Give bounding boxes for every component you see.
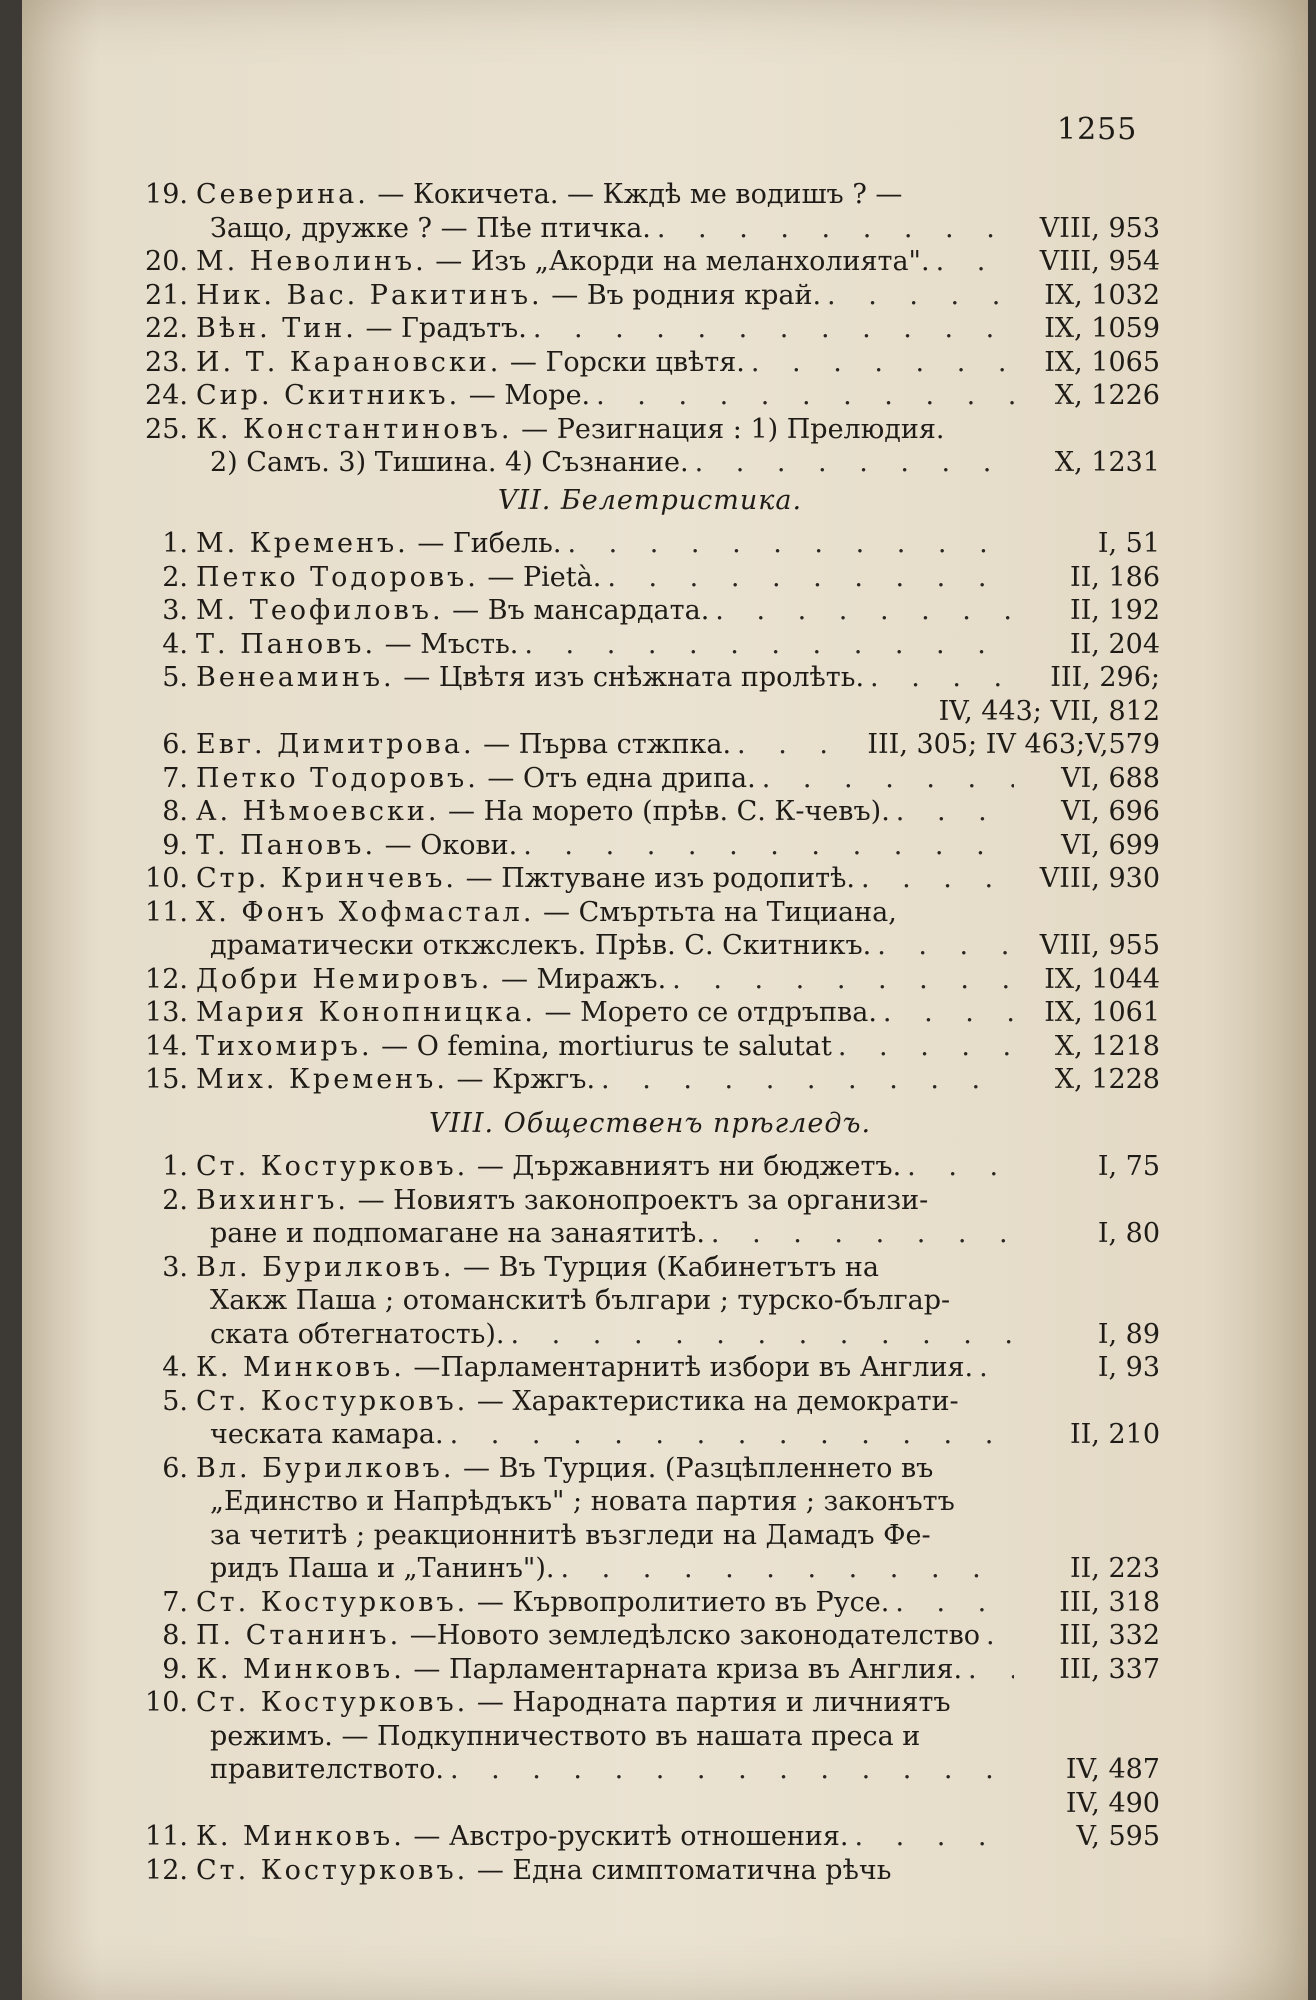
entry-title: — Pietà. <box>487 561 602 593</box>
entry-author: Ст. Костурковъ. <box>196 1385 469 1417</box>
entry-reference: II, 204 <box>1069 628 1160 660</box>
dot-leader <box>523 829 1014 863</box>
entry-title: — Въ родния край. <box>551 279 822 311</box>
entry-author: Ник. Вас. Ракитинъ. <box>196 279 543 311</box>
entry-reference: III, 318 <box>1059 1586 1160 1618</box>
entry-author: И. Т. Карановски. <box>196 346 502 378</box>
entry-author: А. Нѣмоевски. <box>196 796 440 827</box>
toc-entry <box>140 279 1160 313</box>
toc-entry <box>140 661 1160 695</box>
entry-author: Мария Конопницка. <box>196 997 536 1028</box>
entry-reference: X, 1226 <box>1054 380 1160 411</box>
entry-reference: IX, 1032 <box>1044 279 1160 311</box>
toc-entry <box>140 1150 1160 1184</box>
entry-number: 3. <box>162 595 188 626</box>
toc-entry <box>140 762 1160 796</box>
entry-number: 25. <box>145 413 188 445</box>
entry-author: Добри Немировъ. <box>196 963 493 995</box>
entry-title: — Море. <box>468 380 591 411</box>
dot-leader <box>762 762 1014 796</box>
section-7-list <box>140 527 1160 1097</box>
entry-title: ране и подпомагане на занаятитѣ. <box>210 1218 705 1249</box>
toc-entry <box>140 527 1160 561</box>
entry-reference: III, 337 <box>1059 1653 1160 1685</box>
toc-entry <box>140 695 1160 729</box>
toc-entry <box>140 1519 1160 1553</box>
entry-title: — Гибель. <box>417 528 562 559</box>
entry-number: 6. <box>162 1452 188 1484</box>
toc-entry <box>140 1184 1160 1218</box>
entry-title: правителството. <box>210 1754 444 1785</box>
entry-title: — Изъ „Акорди на меланхолията". <box>435 246 930 277</box>
dot-leader <box>607 561 1014 595</box>
toc-entry <box>140 346 1160 380</box>
entry-reference: II, 210 <box>1069 1419 1160 1450</box>
entry-reference: VI, 696 <box>1061 796 1160 827</box>
entry-number: 23. <box>145 346 188 378</box>
toc-entry <box>140 561 1160 595</box>
toc-entry <box>140 1787 1160 1821</box>
entry-title: — Кокичета. — Кждѣ ме водишъ ? — <box>377 179 903 210</box>
entry-title: —Новото земледѣлско законодателство <box>409 1620 981 1651</box>
toc-entry <box>140 1720 1160 1754</box>
entry-author: Северина. <box>196 179 369 210</box>
dot-leader <box>601 1063 1014 1097</box>
entry-title: — Новиятъ законопроектъ за организи- <box>357 1184 929 1216</box>
entry-reference: IV, 487 <box>1065 1754 1160 1785</box>
entry-author: Ст. Костурковъ. <box>196 1854 469 1886</box>
dot-leader <box>715 594 1014 628</box>
entry-reference: I, 89 <box>1097 1318 1160 1350</box>
dot-leader <box>672 963 1014 997</box>
entry-reference: I, 93 <box>1097 1352 1160 1383</box>
book-page <box>22 0 1308 2000</box>
entry-reference: I, 80 <box>1097 1218 1160 1249</box>
toc-entry <box>140 1251 1160 1285</box>
dot-leader <box>883 996 1014 1030</box>
entry-number: 7. <box>162 762 188 794</box>
toc-entry <box>140 862 1160 896</box>
section-heading-7: VII. Белетристика. <box>497 484 803 516</box>
entry-title: — Цвѣтя изъ снѣжната пролѣть. <box>403 662 865 693</box>
entry-reference: IV, 490 <box>1065 1787 1160 1819</box>
toc-entry <box>140 896 1160 930</box>
entry-author: Ст. Костурковъ. <box>196 1151 469 1182</box>
entry-author: К. Минковъ. <box>196 1352 405 1383</box>
entry-author: М. Неволинъ. <box>196 246 427 277</box>
entry-number: 24. <box>145 380 188 411</box>
dot-leader <box>838 1030 1014 1064</box>
dot-leader <box>854 1820 1014 1854</box>
entry-reference: I, 51 <box>1097 528 1160 559</box>
entry-author: Ст. Костурковъ. <box>196 1586 469 1618</box>
entry-title: — Смъртьта на Тициана, <box>543 896 897 928</box>
toc-entry <box>140 1552 1160 1586</box>
entry-reference: IX, 1065 <box>1044 346 1160 378</box>
toc-entry <box>140 829 1160 863</box>
entry-title: — Характеристика на демократи- <box>476 1385 959 1417</box>
toc-entry <box>140 1318 1160 1352</box>
toc-entry <box>140 1217 1160 1251</box>
toc-entry <box>140 1452 1160 1486</box>
entry-reference: IX, 1044 <box>1044 963 1160 995</box>
entry-number: 14. <box>145 1030 188 1062</box>
entry-number: 12. <box>145 1854 188 1886</box>
entry-title: — Кржгъ. <box>456 1064 596 1095</box>
toc-entry <box>140 1753 1160 1787</box>
dot-leader <box>510 1318 1014 1352</box>
toc-entry <box>140 379 1160 413</box>
entry-title: — Една симптоматична рѣчь <box>476 1854 892 1886</box>
entry-title: —Парламентарнитѣ избори въ Англия. <box>413 1352 974 1383</box>
entry-author: К. Минковъ. <box>196 1653 405 1685</box>
toc-entry <box>140 413 1160 447</box>
entry-author: Евг. Димитрова. <box>196 729 475 760</box>
entry-title: драматически откжслекъ. Прѣв. С. Скитникъ. <box>210 930 872 961</box>
entry-author: Петко Тодоровъ. <box>196 561 479 593</box>
toc-entry <box>140 1820 1160 1854</box>
entry-author: Мих. Кременъ. <box>196 1064 448 1095</box>
entry-number: 1. <box>162 1151 188 1182</box>
entry-reference: II, 223 <box>1069 1553 1160 1584</box>
entry-title: — Първа стжпка. <box>483 729 732 760</box>
entry-title: режимъ. — Подкупничеството въ нашата преса и <box>210 1720 921 1752</box>
entry-number: 2. <box>162 561 188 593</box>
entry-title: — Австро-рускитѣ отношения. <box>413 1821 849 1852</box>
dot-leader <box>979 1351 1014 1385</box>
entry-title: „Единство и Напрѣдъкъ" ; новата партия ; законътъ <box>210 1486 955 1517</box>
dot-leader <box>968 1653 1014 1687</box>
toc-entry <box>140 929 1160 963</box>
entry-title: — Народната партия и личниятъ <box>476 1687 951 1718</box>
toc-entry <box>140 594 1160 628</box>
entry-title: — Окови. <box>384 829 518 861</box>
entry-reference: VIII, 953 <box>1039 212 1160 244</box>
entry-number: 20. <box>145 246 188 277</box>
entry-title: за четитѣ ; реакционнитѣ възгледи на Дамадъ Фе- <box>210 1519 931 1551</box>
entry-title: — Резигнация : 1) Прелюдия. <box>521 413 945 445</box>
entry-number: 10. <box>145 1687 188 1718</box>
dot-leader <box>936 245 1014 279</box>
dot-leader <box>560 1552 1014 1586</box>
section-8-list <box>140 1150 1160 1887</box>
entry-reference: VIII, 955 <box>1039 930 1160 961</box>
entry-title: — Парламентарната криза въ Англия. <box>413 1653 963 1685</box>
entry-author: Вѣн. Тин. <box>196 313 357 344</box>
entry-title: — На морето (прѣв. С. К-чевъ). <box>448 796 890 827</box>
entry-title: — Миражъ. <box>500 963 667 995</box>
entry-number: 15. <box>145 1064 188 1095</box>
toc-entry <box>140 1854 1160 1888</box>
entry-title: — Градътъ. <box>365 313 527 344</box>
entry-number: 8. <box>162 796 188 827</box>
entry-title: — Горски цвѣтя. <box>509 346 745 378</box>
entry-title: — Въ Турция (Кабинетътъ на <box>463 1251 880 1283</box>
entry-reference: IX, 1059 <box>1044 313 1160 344</box>
entry-title: Защо, дружке ? — Пѣе птичка. <box>210 212 651 244</box>
entry-title: ческата камара. <box>210 1419 444 1450</box>
toc-entry <box>140 212 1160 246</box>
entry-author: Ст. Костурковъ. <box>196 1687 469 1718</box>
entry-author: П. Станинъ. <box>196 1620 402 1651</box>
entry-number: 2. <box>162 1184 188 1216</box>
toc-entry <box>140 728 1160 762</box>
entry-number: 12. <box>145 963 188 995</box>
entry-reference: VI, 688 <box>1061 762 1160 794</box>
entry-title: — Пжтуване изъ родопитѣ. <box>465 863 855 894</box>
entry-title: — Въ мансардата. <box>452 595 710 626</box>
entry-number: 8. <box>162 1620 188 1651</box>
entry-number: 5. <box>162 662 188 693</box>
toc-entry <box>140 1030 1160 1064</box>
toc-entry <box>140 1619 1160 1653</box>
toc-entry <box>140 795 1160 829</box>
entry-title: — Държавниятъ ни бюджетъ. <box>476 1151 902 1182</box>
entry-number: 3. <box>162 1251 188 1283</box>
entry-number: 11. <box>145 896 188 928</box>
entry-title: — Отъ една дрипа. <box>487 762 756 794</box>
entry-reference: III, 305; IV 463;V,579 <box>867 729 1160 760</box>
entry-author: М. Кременъ. <box>196 528 409 559</box>
toc-entry <box>140 178 1160 212</box>
toc-entry <box>140 1063 1160 1097</box>
dot-leader <box>711 1217 1014 1251</box>
page-number: 1255 <box>1057 112 1138 147</box>
dot-leader <box>567 527 1014 561</box>
entry-author: Стр. Кринчевъ. <box>196 863 458 894</box>
entry-reference: III, 332 <box>1059 1620 1160 1651</box>
entry-number: 19. <box>145 179 188 210</box>
entry-title: — Мъсть. <box>384 628 519 660</box>
toc-entry <box>140 1418 1160 1452</box>
entry-title: — Въ Турция. (Разцѣпленнето въ <box>463 1452 934 1484</box>
entry-title: Хакж Паша ; отоманскитѣ българи ; турско-българ- <box>210 1285 951 1316</box>
entry-number: 1. <box>162 528 188 559</box>
entry-title: — O femina, mortiurus te salutat <box>381 1030 832 1062</box>
dot-leader <box>657 212 1014 246</box>
toc-entry <box>140 245 1160 279</box>
dot-leader <box>450 1418 1014 1452</box>
toc-entry <box>140 446 1160 480</box>
entry-number: 13. <box>145 997 188 1028</box>
entry-number: 22. <box>145 313 188 344</box>
section-heading-8: VIII. Общественъ прѣгледъ. <box>428 1107 872 1139</box>
dot-leader <box>896 795 1014 829</box>
entry-title: — Кървопролитието въ Русе. <box>476 1586 890 1618</box>
entry-author: К. Минковъ. <box>196 1821 405 1852</box>
section-6-continuation <box>140 178 1160 480</box>
entry-title: ридъ Паша и „Танинъ"). <box>210 1553 555 1584</box>
dot-leader <box>861 862 1014 896</box>
entry-reference: VIII, 954 <box>1039 246 1160 277</box>
toc-entry <box>140 312 1160 346</box>
dot-leader <box>870 661 1014 695</box>
entry-reference: X, 1218 <box>1054 1030 1160 1062</box>
entry-author: Вихингъ. <box>196 1184 349 1216</box>
entry-author: Вл. Бурилковъ. <box>196 1452 455 1484</box>
entry-author: Венеаминъ. <box>196 662 395 693</box>
toc-entry <box>140 1686 1160 1720</box>
entry-reference: VI, 699 <box>1061 829 1160 861</box>
entry-author: Вл. Бурилковъ. <box>196 1251 455 1283</box>
dot-leader <box>596 379 1014 413</box>
entry-author: Сир. Скитникъ. <box>196 380 461 411</box>
entry-author: Х. Фонъ Хофмастал. <box>196 896 535 928</box>
dot-leader <box>827 279 1014 313</box>
entry-reference: II, 186 <box>1069 561 1160 593</box>
entry-reference: VIII, 930 <box>1039 863 1160 894</box>
entry-author: Т. Пановъ. <box>196 628 377 660</box>
entry-number: 21. <box>145 279 188 311</box>
dot-leader <box>450 1753 1014 1787</box>
toc-entry <box>140 1653 1160 1687</box>
entry-reference: II, 192 <box>1069 595 1160 626</box>
toc-entry <box>140 996 1160 1030</box>
entry-reference: III, 296; <box>1050 662 1160 693</box>
entry-author: Тихомиръ. <box>196 1030 373 1062</box>
toc-entry <box>140 1284 1160 1318</box>
toc-entry <box>140 1351 1160 1385</box>
dot-leader <box>533 312 1014 346</box>
entry-reference: I, 75 <box>1097 1151 1160 1182</box>
entry-number: 6. <box>162 729 188 760</box>
toc-entry <box>140 628 1160 662</box>
entry-reference: X, 1228 <box>1054 1064 1160 1095</box>
entry-number: 4. <box>162 1352 188 1383</box>
entry-title: ската обтегнатость). <box>210 1318 505 1350</box>
dot-leader <box>895 1586 1014 1620</box>
entry-number: 7. <box>162 1586 188 1618</box>
entry-author: Т. Пановъ. <box>196 829 377 861</box>
entry-author: К. Константиновъ. <box>196 413 513 445</box>
entry-number: 9. <box>162 1653 188 1685</box>
entry-number: 11. <box>145 1821 188 1852</box>
entry-reference: IV, 443; VII, 812 <box>938 695 1160 727</box>
entry-number: 9. <box>162 829 188 861</box>
dot-leader <box>751 346 1014 380</box>
dot-leader <box>877 929 1014 963</box>
entry-reference: IX, 1061 <box>1044 997 1160 1028</box>
entry-title: — Морето се отдръпва. <box>544 997 877 1028</box>
entry-reference: X, 1231 <box>1054 447 1160 478</box>
dot-leader <box>695 446 1014 480</box>
entry-number: 5. <box>162 1385 188 1417</box>
dot-leader <box>907 1150 1014 1184</box>
entry-reference: V, 595 <box>1076 1821 1160 1852</box>
entry-author: Петко Тодоровъ. <box>196 762 479 794</box>
entry-author: М. Теофиловъ. <box>196 595 444 626</box>
dot-leader <box>737 728 861 762</box>
entry-title: 2) Самъ. 3) Тишина. 4) Съзнание. <box>210 447 689 478</box>
toc-entry <box>140 1586 1160 1620</box>
toc-entry <box>140 963 1160 997</box>
entry-number: 10. <box>145 863 188 894</box>
dot-leader <box>986 1619 1014 1653</box>
dot-leader <box>524 628 1014 662</box>
table-of-contents <box>140 178 1160 1887</box>
entry-number: 4. <box>162 628 188 660</box>
toc-entry <box>140 1485 1160 1519</box>
toc-entry <box>140 1385 1160 1419</box>
